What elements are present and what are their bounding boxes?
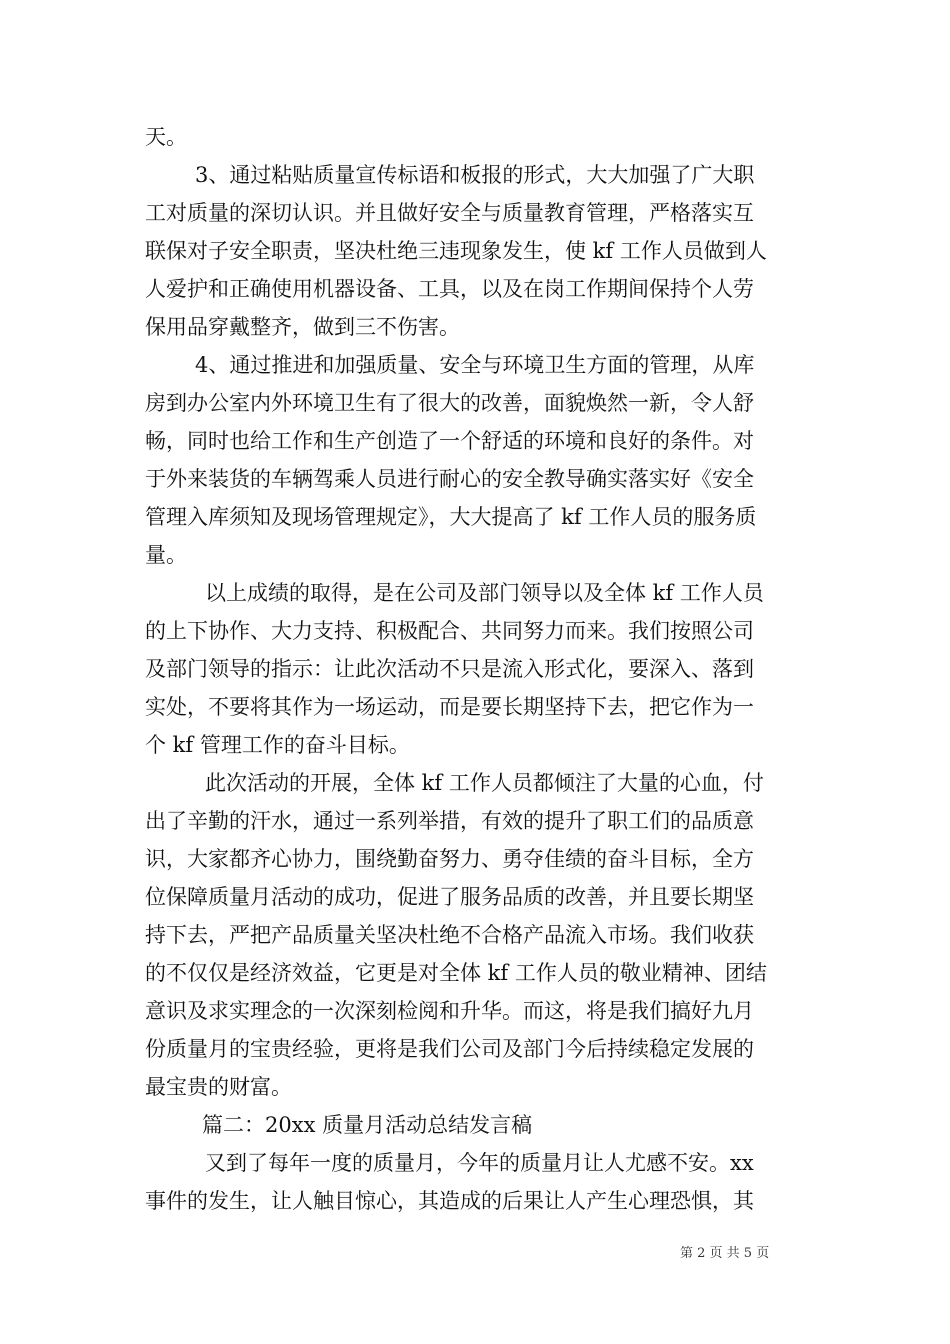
text-line: 最宝贵的财富。 [145,1075,292,1099]
page-number: 第 2 页 共 5 页 [680,1246,770,1261]
text-line: 的不仅仅是经济效益，它更是对全体 kf 工作人员的敬业精神、团结 [145,961,767,985]
text-line: 量。 [145,543,187,567]
text-line: 管理入库须知及现场管理规定》，大大提高了 kf 工作人员的服务质 [145,505,757,529]
text-line: 此次活动的开展，全体 kf 工作人员都倾注了大量的心血，付 [205,771,764,795]
text-line: 实处，不要将其作为一场运动，而是要长期坚持下去，把它作为一 [145,695,754,719]
text-line: 保用品穿戴整齐，做到三不伤害。 [145,315,460,339]
text-line: 人爱护和正确使用机器设备、工具，以及在岗工作期间保持个人劳 [145,277,754,301]
text-line: 畅，同时也给工作和生产创造了一个舒适的环境和良好的条件。对 [145,429,754,453]
text-line: 天。 [145,125,187,149]
section-heading: 篇二：20xx 质量月活动总结发言稿 [202,1113,533,1137]
text-line: 以上成绩的取得，是在公司及部门领导以及全体 kf 工作人员 [205,581,764,605]
text-line: 意识及求实理念的一次深刻检阅和升华。而这，将是我们搞好九月 [145,999,754,1023]
text-line: 工对质量的深切认识。并且做好安全与质量教育管理，严格落实互 [145,201,754,225]
text-line: 于外来装货的车辆驾乘人员进行耐心的安全教导确实落实好《安全 [145,467,754,491]
text-line: 出了辛勤的汗水，通过一系列举措，有效的提升了职工们的品质意 [145,809,754,833]
text-line: 份质量月的宝贵经验，更将是我们公司及部门今后持续稳定发展的 [145,1037,754,1061]
text-line: 房到办公室内外环境卫生有了很大的改善，面貌焕然一新，令人舒 [145,391,754,415]
text-line: 又到了每年一度的质量月，今年的质量月让人尤感不安。xx [205,1151,754,1175]
text-line: 识，大家都齐心协力，围绕勤奋努力、勇夺佳绩的奋斗目标，全方 [145,847,754,871]
text-line: 的上下协作、大力支持、积极配合、共同努力而来。我们按照公司 [145,619,754,643]
text-line: 持下去，严把产品质量关坚决杜绝不合格产品流入市场。我们收获 [145,923,754,947]
text-line: 4、通过推进和加强质量、安全与环境卫生方面的管理，从库 [195,353,755,377]
text-line: 位保障质量月活动的成功，促进了服务品质的改善，并且要长期坚 [145,885,754,909]
text-line: 事件的发生，让人触目惊心，其造成的后果让人产生心理恐惧，其 [145,1189,754,1213]
text-line: 3、通过粘贴质量宣传标语和板报的形式，大大加强了广大职 [195,163,755,187]
text-line: 及部门领导的指示：让此次活动不只是流入形式化，要深入、落到 [145,657,754,681]
text-line: 个 kf 管理工作的奋斗目标。 [145,733,410,757]
text-line: 联保对子安全职责，坚决杜绝三违现象发生，使 kf 工作人员做到人 [145,239,767,263]
